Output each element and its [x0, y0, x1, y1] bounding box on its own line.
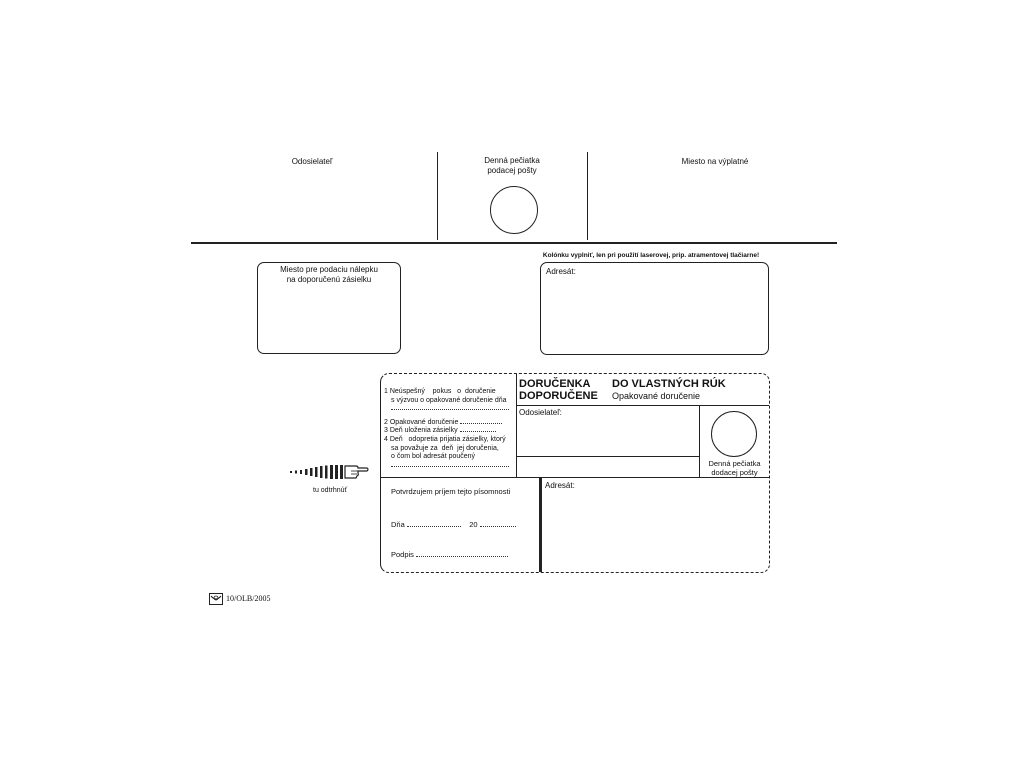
date-field[interactable] — [391, 520, 516, 530]
item-3-number: 3 — [384, 427, 388, 435]
item-2-number: 2 — [384, 418, 388, 426]
item-4-line3: o čom bol adresát poučený — [391, 453, 476, 461]
item-1-line2: s výzvou o opakované doručenie dňa — [391, 396, 507, 404]
receipt-item-2 — [384, 419, 515, 428]
top-divider-2 — [587, 152, 588, 240]
printer-note: Kolónku vyplniť, len pri použití laserovej, prip. atramentovej tlačiarne! — [542, 252, 760, 259]
post-logo-icon — [209, 592, 223, 604]
receipt-stamp-label-line2: dodacej pošty — [711, 468, 758, 477]
top-sender-label: Odosielateľ — [291, 157, 333, 166]
item-4-dotline — [384, 462, 515, 471]
receipt-header-rule — [516, 405, 769, 406]
receipt-stamp-circle — [711, 411, 757, 457]
item-1-dotline — [384, 405, 515, 414]
sticker-box-label-line2: na doporučenú zásielku — [286, 275, 372, 284]
date-dotline — [407, 526, 461, 527]
signature-field[interactable] — [391, 550, 508, 560]
top-stamp-label-line1: Denná pečiatka — [484, 156, 540, 165]
form-code: 10/OLB/2005 — [226, 594, 271, 603]
top-stamp-label — [462, 156, 562, 176]
receipt-sender-rule — [516, 456, 699, 457]
year-label: 20 — [469, 520, 478, 529]
receipt-middle-rule — [380, 477, 769, 478]
top-stamp-circle — [490, 186, 538, 234]
sticker-box-label — [262, 265, 396, 285]
tear-label: tu odtrhnúť — [313, 487, 348, 494]
receipt-title-line1: DORUČENKA — [519, 378, 591, 390]
receipt-repeat-subtitle: Opakované doručenie — [612, 391, 701, 401]
receipt-addressee-label: Adresát: — [545, 481, 575, 490]
signature-label: Podpis — [391, 550, 414, 559]
item-3-dotline — [460, 431, 496, 432]
receipt-item-4 — [384, 436, 515, 445]
addressee-label: Adresát: — [546, 267, 576, 276]
item-2-dotline — [460, 423, 502, 424]
receipt-thick-divider — [539, 477, 542, 572]
item-2-text: Opakované doručenie — [389, 418, 459, 426]
receipt-own-hands-title: DO VLASTNÝCH RÚK — [612, 378, 726, 390]
item-1-number: 1 — [384, 388, 388, 395]
receipt-title — [519, 378, 598, 402]
receipt-item-1 — [384, 388, 515, 397]
top-divider-1 — [437, 152, 438, 240]
receipt-title-right — [612, 378, 726, 402]
top-stamp-label-line2: podacej pošty — [487, 166, 537, 175]
item-3-text: Deň uloženia zásielky — [389, 427, 458, 435]
confirm-text: Potvrdzujem príjem tejto písomnosti — [391, 487, 511, 496]
receipt-sender-label: Odosielateľ: — [519, 408, 562, 417]
item-4-number: 4 — [384, 435, 388, 443]
top-horizontal-rule — [191, 242, 837, 244]
receipt-title-line2: DOPORUČENE — [519, 390, 598, 402]
receipt-item-3 — [384, 427, 515, 436]
item-1-line1: Neúspešný pokus o doručenie — [389, 388, 496, 395]
item-4-line1: Deň odopretia prijatia zásielky, ktorý — [389, 435, 506, 443]
receipt-left-divider — [516, 374, 517, 478]
receipt-stamp-label-line1: Denná pečiatka — [708, 459, 761, 468]
signature-dotline — [416, 556, 508, 557]
sticker-box-label-line1: Miesto pre podaciu nálepku — [280, 265, 378, 274]
item-4-line2: sa považuje za deň jej doručenia, — [391, 444, 499, 452]
pointing-hand-icon — [288, 460, 370, 484]
receipt-stamp-label — [700, 459, 769, 477]
date-label: Dňa — [391, 520, 405, 529]
year-dotline — [480, 526, 516, 527]
receipt-items — [384, 388, 515, 470]
postage-label: Miesto na výplatné — [681, 157, 749, 166]
